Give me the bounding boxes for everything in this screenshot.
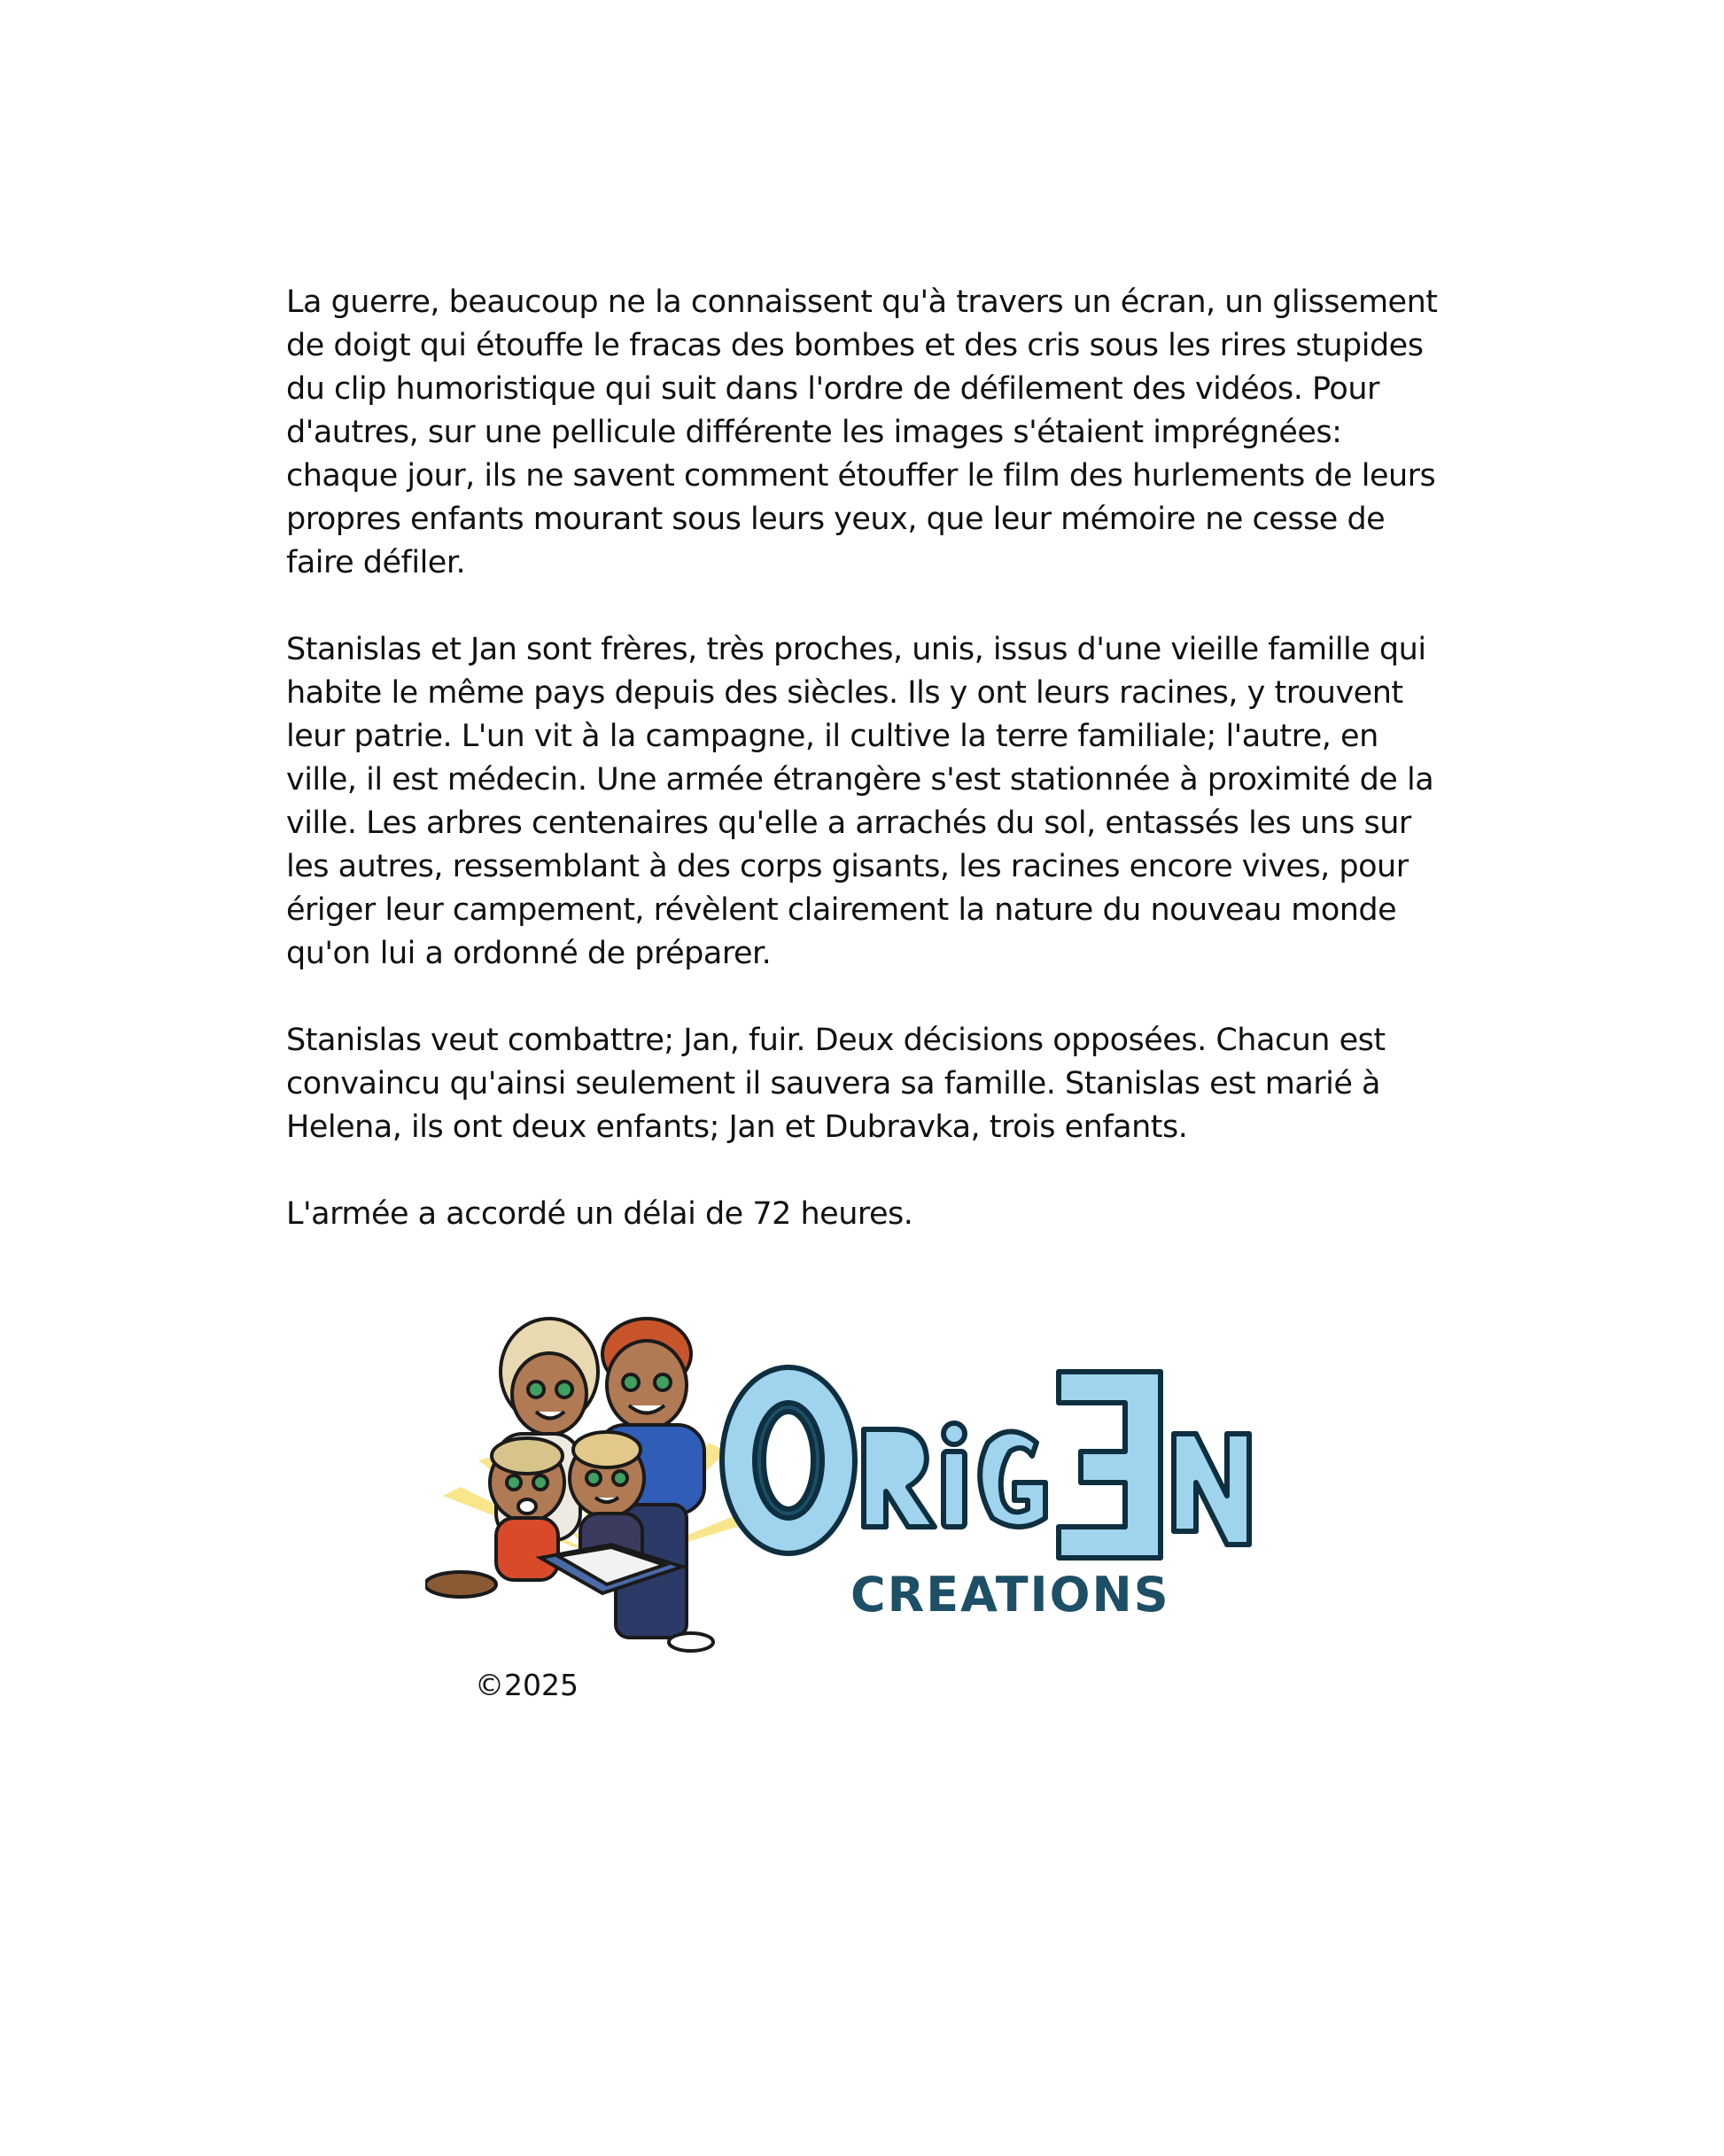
origen-creations-logo: [425, 1301, 1276, 1673]
paragraph-1: La guerre, beaucoup ne la connaissent qu'à travers un écran, un glissement de doigt qui étouffe le fracas des bombes et des cris sous les rires stupides du clip humoristique qui suit dans l'ordre de défilement des vidéos. Pour d'autres, sur une pellicule différente les images s'étaient imprégnées: chaque jour, ils ne savent comment étouffer le film des hurlements de leurs propres enfants mourant sous leurs yeux, que leur mémoire ne cesse de faire défiler.: [286, 284, 1438, 580]
paragraph-4: L'armée a accordé un délai de 72 heures.: [286, 1196, 913, 1232]
origen-subtitle: CREATIONS: [850, 1567, 1170, 1623]
story-text: [286, 281, 1447, 1280]
paragraph-3: Stanislas veut combattre; Jan, fuir. Deux décisions opposées. Chacun est convaincu qu'ainsi seulement il sauvera sa famille. Stanislas est marié à Helena, ils ont deux enfants; Jan et Dubravka, trois enfants.: [286, 1023, 1386, 1145]
copyright-notice: ©2025: [475, 1668, 579, 1702]
origen-wordmark: [722, 1367, 1249, 1558]
paragraph-2: Stanislas et Jan sont frères, très proches, unis, issus d'une vieille famille qui habite le même pays depuis des siècles. Ils y ont leurs racines, y trouvent leur patrie. L'un vit à la campagne, il cultive la terre familiale; l'autre, en ville, il est médecin. Une armée étrangère s'est stationnée à proximité de la ville. Les arbres centenaires qu'elle a arrachés du sol, entassés les uns sur les autres, ressemblant à des corps gisants, les racines encore vives, pour ériger leur campement, révèlent clairement la nature du nouveau monde qu'on lui a ordonné de préparer.: [286, 632, 1434, 971]
family-illustration: [425, 1319, 713, 1651]
